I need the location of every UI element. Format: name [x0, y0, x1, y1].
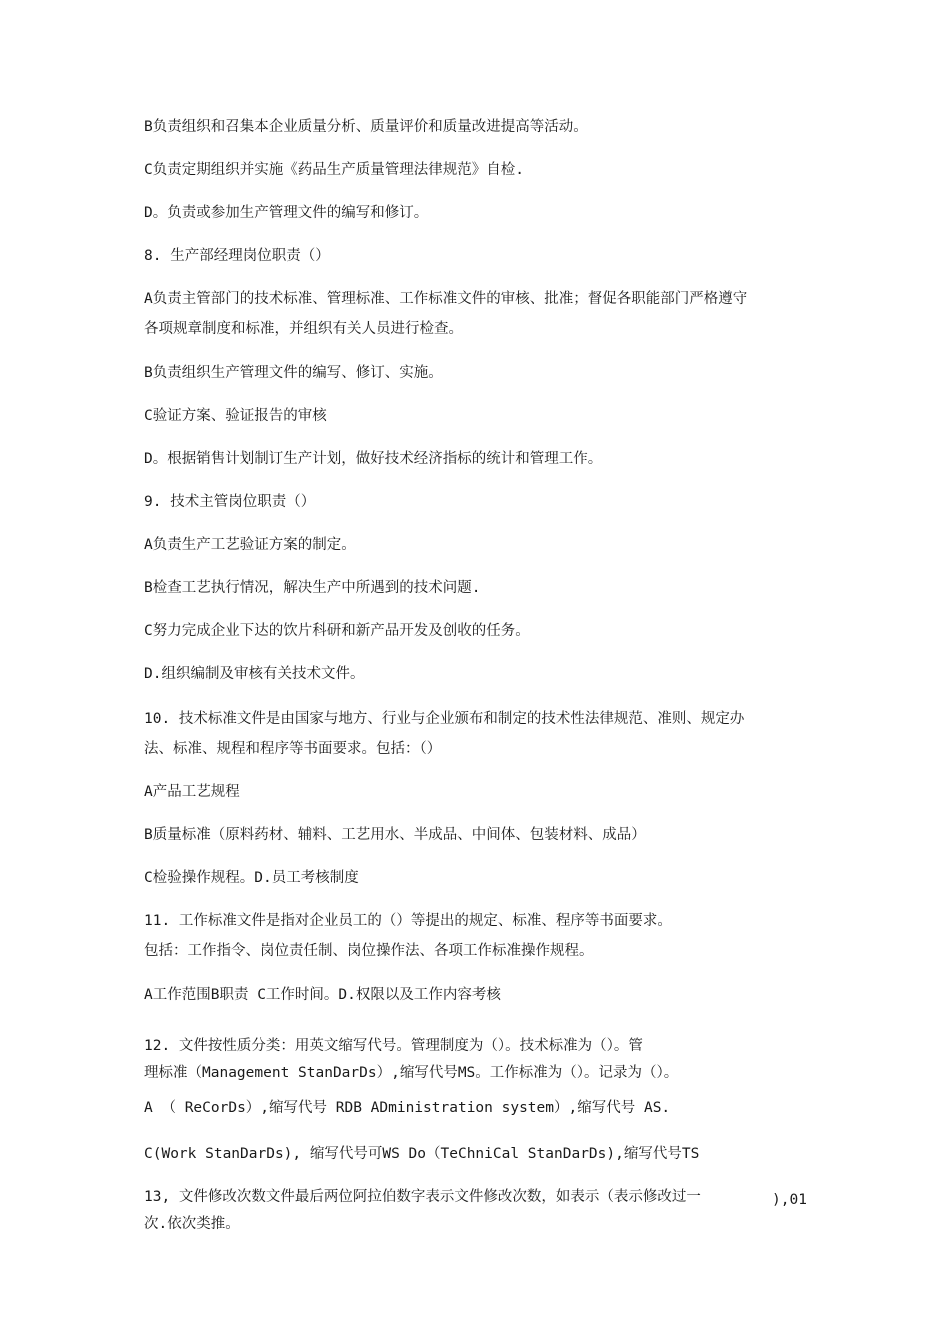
q11-title-line1: 11. 工作标准文件是指对企业员工的（）等提出的规定、标准、程序等书面要求。 — [144, 913, 672, 929]
q10-option-b: B质量标准（原料药材、辅料、工艺用水、半成品、中间体、包装材料、成品） — [144, 827, 646, 843]
q13-title-line1: 13, 文件修改次数文件最后两位阿拉伯数字表示文件修改次数，如表示（表示修改过一 — [144, 1189, 701, 1205]
q13-title-line2: 次.依次类推。 — [144, 1216, 240, 1232]
q11-options: A工作范围B职责 C工作时间。D.权限以及工作内容考核 — [144, 987, 501, 1003]
q11-title-line2: 包括：工作指令、岗位责任制、岗位操作法、各项工作标准操作规程。 — [144, 943, 594, 959]
q8-option-a-line1: A负责主管部门的技术标准、管理标准、工作标准文件的审核、批准；督促各职能部门严格遵守 — [144, 291, 748, 307]
q7-option-c: C负责定期组织并实施《药品生产质量管理法律规范》自检. — [144, 162, 524, 178]
q13-tail: ),01 — [772, 1192, 807, 1208]
q7-option-b: B负责组织和召集本企业质量分析、质量评价和质量改进提高等活动。 — [144, 119, 588, 135]
q8-option-c: C验证方案、验证报告的审核 — [144, 408, 327, 424]
q9-option-c: C努力完成企业下达的饮片科研和新产品开发及创收的任务。 — [144, 623, 530, 639]
q12-title-line2: 理标准（Management StanDarDs）,缩写代号MS。工作标准为（）。记录为（）。 — [144, 1065, 679, 1081]
q8-option-d: D。根据销售计划制订生产计划，做好技术经济指标的统计和管理工作。 — [144, 451, 603, 467]
q12-option-c: C(Work StanDarDs), 缩写代号可WS Do（TeChniCal StanDarDs),缩写代号TS — [144, 1146, 700, 1162]
q9-option-a: A负责生产工艺验证方案的制定。 — [144, 537, 356, 553]
q12-title-line1: 12. 文件按性质分类：用英文缩写代号。管理制度为（）。技术标准为（）。管 — [144, 1038, 643, 1054]
q10-title-line1: 10. 技术标准文件是由国家与地方、行业与企业颁布和制定的技术性法律规范、准则、规定办 — [144, 711, 745, 727]
q8-option-a-line2: 各项规章制度和标准，并组织有关人员进行检查。 — [144, 321, 463, 337]
q9-title: 9. 技术主管岗位职责（） — [144, 494, 316, 510]
q8-option-b: B负责组织生产管理文件的编写、修订、实施。 — [144, 365, 443, 381]
q12-option-a: A （ ReCorDs）,缩写代号 RDB ADministration system）,缩写代号 AS. — [144, 1100, 671, 1116]
q10-option-a: A产品工艺规程 — [144, 784, 240, 800]
q8-title: 8. 生产部经理岗位职责（） — [144, 248, 330, 264]
q9-option-d: D.组织编制及审核有关技术文件。 — [144, 666, 365, 682]
q10-option-c-d: C检验操作规程。D.员工考核制度 — [144, 870, 359, 886]
q7-option-d: D。负责或参加生产管理文件的编写和修订。 — [144, 205, 429, 221]
q10-title-line2: 法、标准、规程和程序等书面要求。包括：（） — [144, 741, 442, 757]
q9-option-b: B检查工艺执行情况，解决生产中所遇到的技术问题. — [144, 580, 481, 596]
